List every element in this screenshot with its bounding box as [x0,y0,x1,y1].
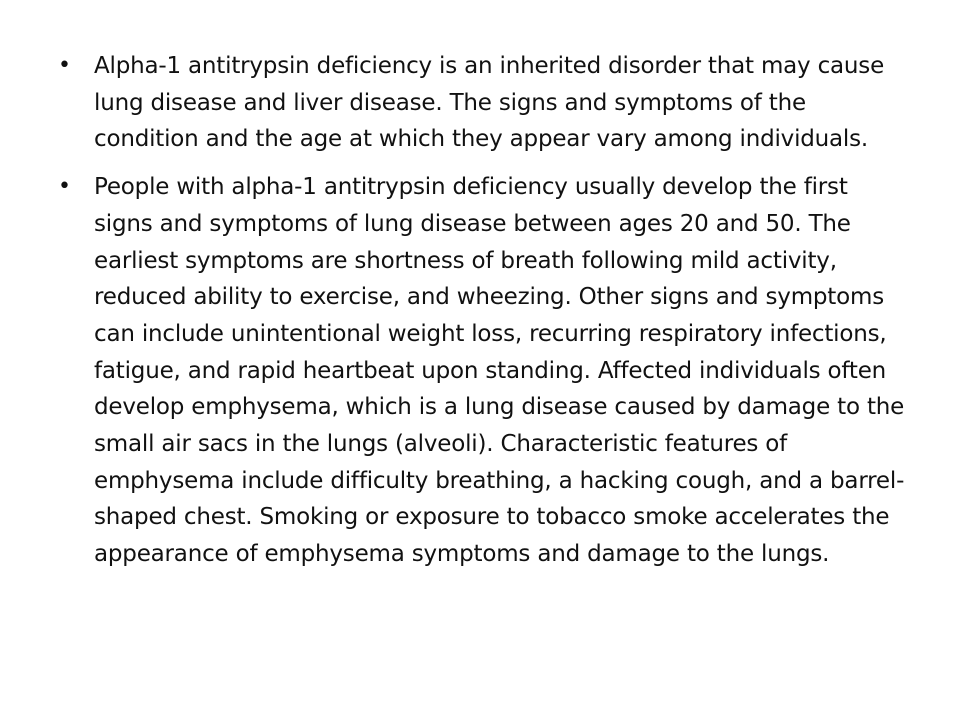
bullet-text: People with alpha-1 antitrypsin deficiency usually develop the first signs and symptoms of lung disease between ages 20 and 50. The earliest symptoms are shortness of breath following mild activity, reduced ability to exercise, and wheezing. Other signs and symptoms can include unintentional weight loss, recurring respiratory infections, fatigue, and rapid heartbeat upon standing. Affected individuals often develop emphysema, which is a lung disease caused by damage to the small air sacs in the lungs (alveoli). Characteristic features of emphysema include difficulty breathing, a hacking cough, and a barrel-shaped chest. Smoking or exposure to tobacco smoke accelerates the appearance of emphysema symptoms and damage to the lungs. [94,174,905,568]
bullet-dot-icon: • [58,174,71,200]
bullet-item [58,169,908,573]
bullet-item [58,48,908,158]
bullet-text: Alpha-1 antitrypsin deficiency is an inherited disorder that may cause lung disease and liver disease. The signs and symptoms of the condition and the age at which they appear vary among individuals. [94,53,885,153]
bullet-list [58,48,908,573]
bullet-dot-icon: • [58,53,71,78]
